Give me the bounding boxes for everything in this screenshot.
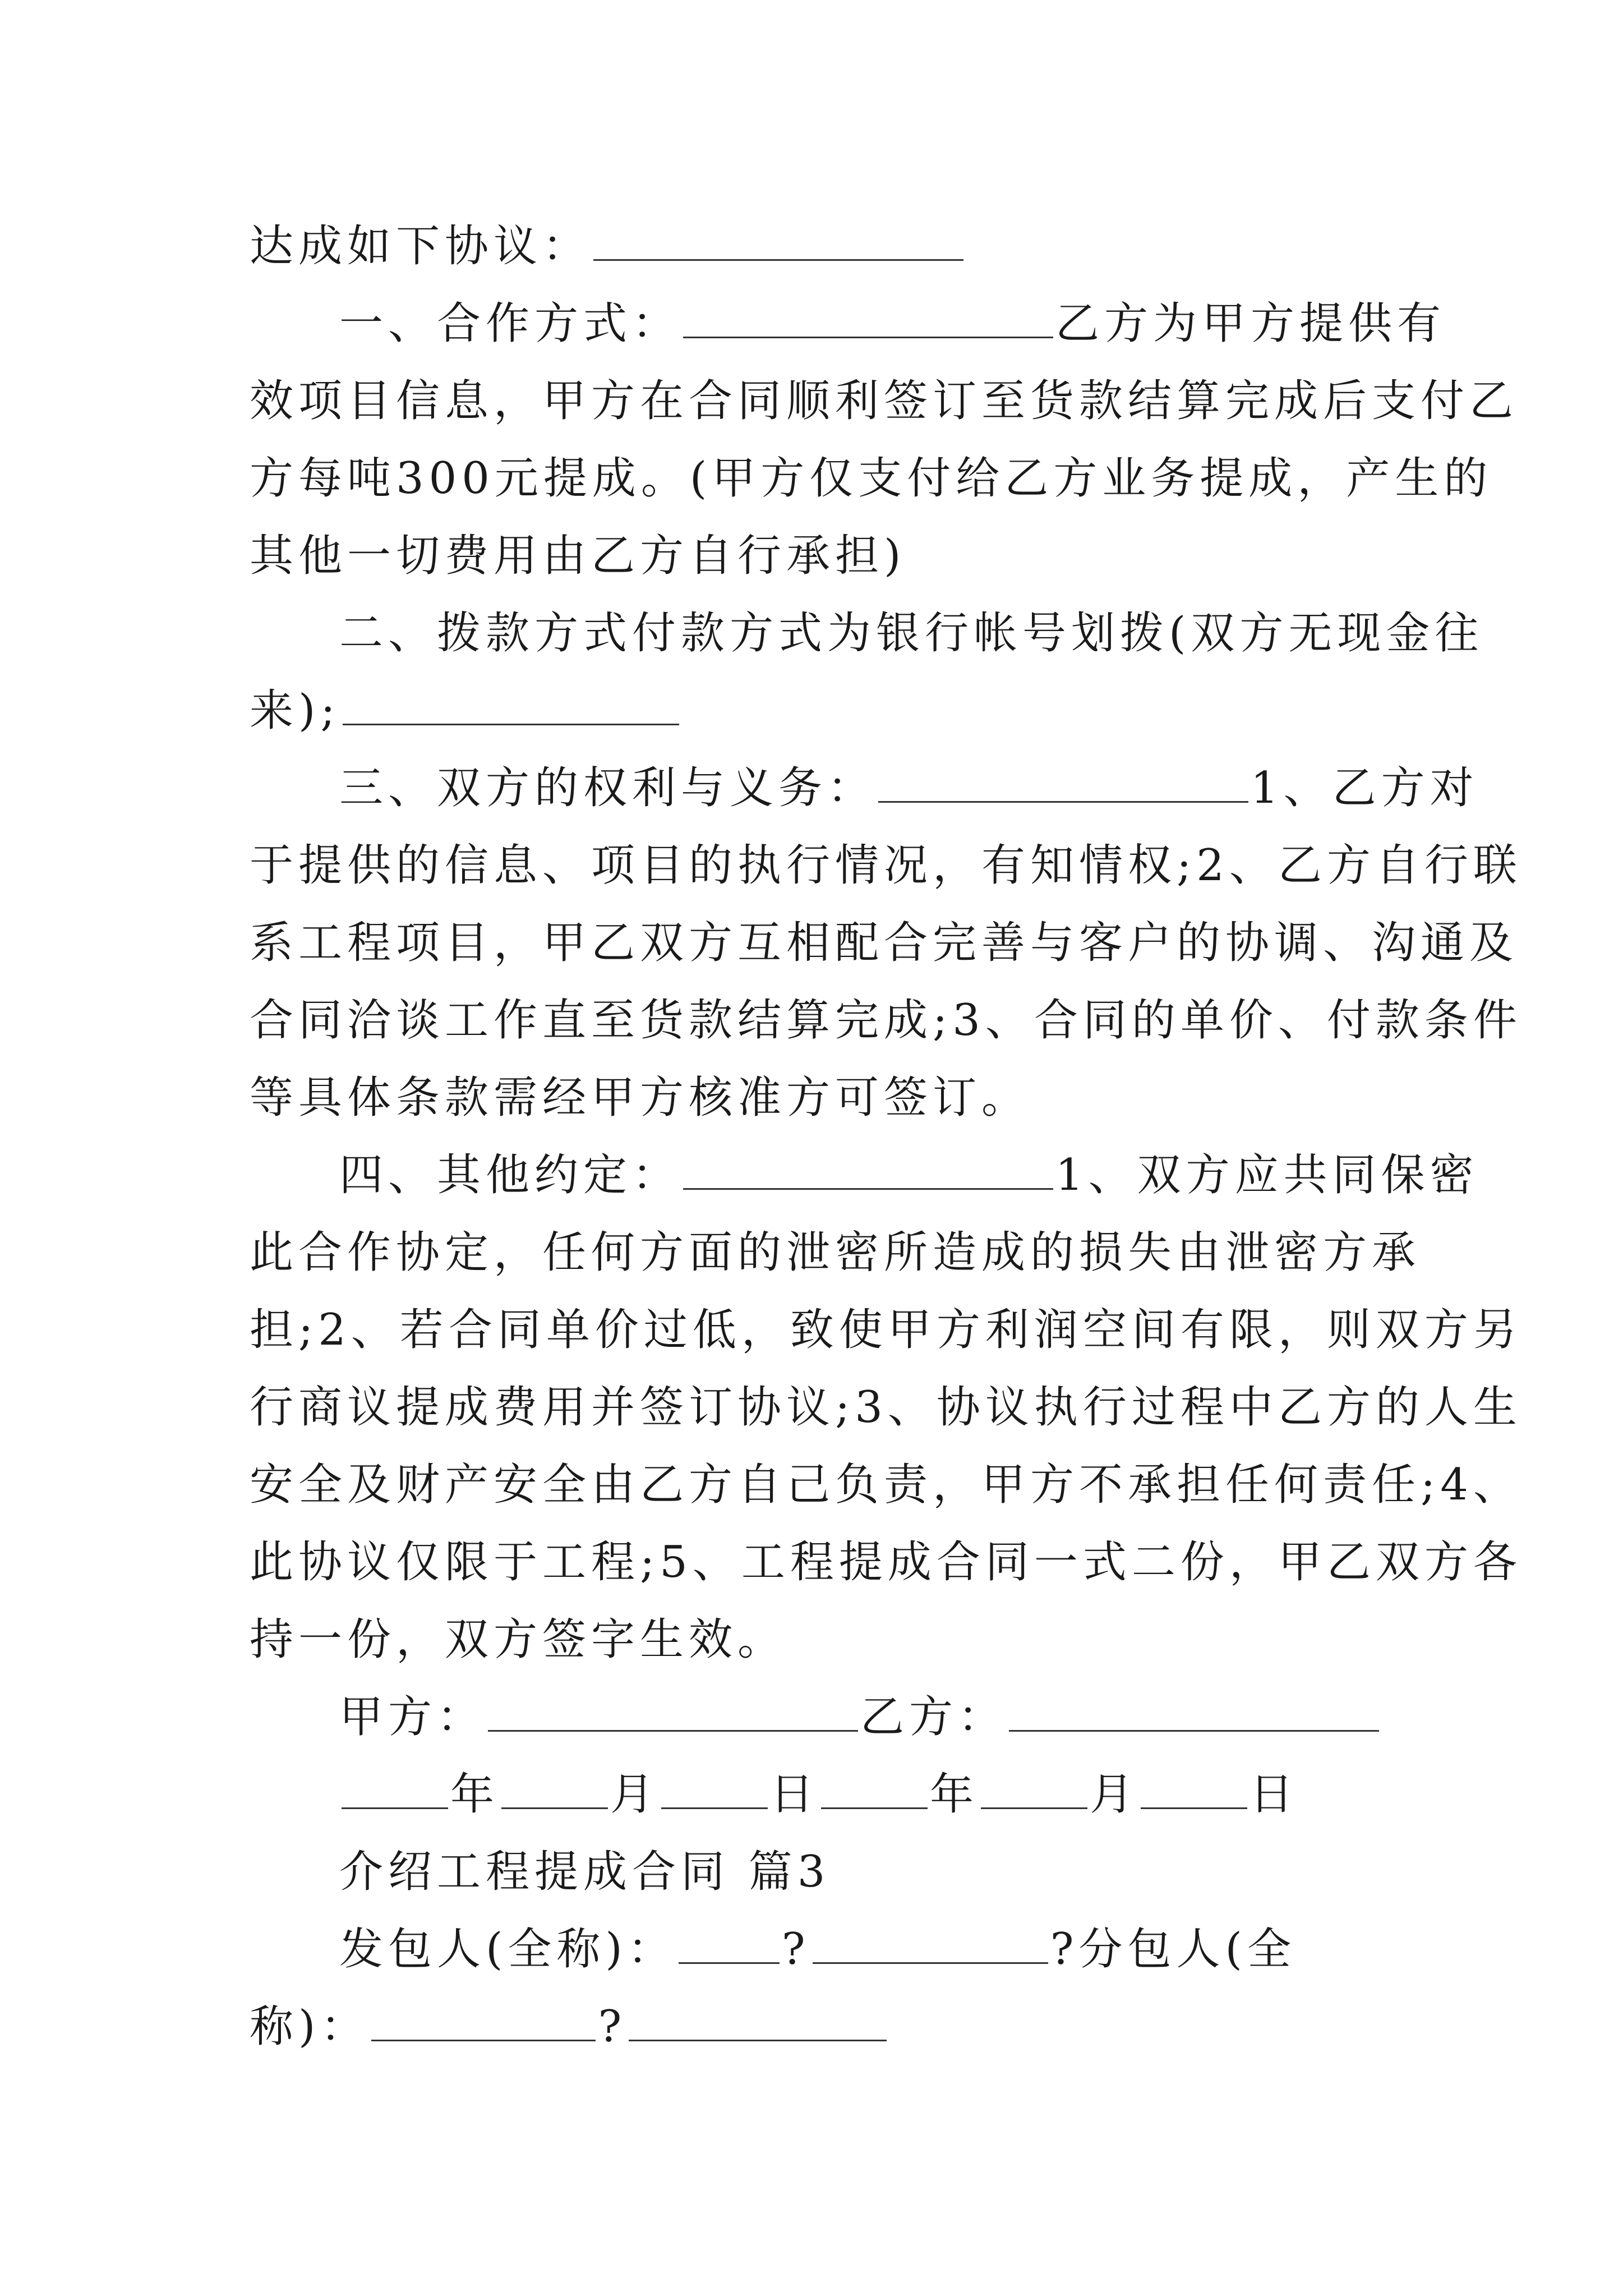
signature-line	[250, 1678, 1377, 1756]
year-field[interactable]	[342, 1801, 448, 1809]
party-b-label: 乙方：	[860, 1692, 1007, 1742]
section-title: 介绍工程提成合同 篇3	[339, 1847, 831, 1897]
blank-field[interactable]	[343, 717, 679, 725]
blank-field[interactable]	[629, 2033, 887, 2041]
day-field[interactable]	[661, 1801, 768, 1809]
party-a-field[interactable]	[488, 1723, 858, 1732]
text-line	[250, 672, 1377, 749]
placeholder-mark: ?	[781, 1924, 810, 1975]
blank-field[interactable]	[679, 1955, 780, 1964]
subcontractor-label: ?分包人(全	[1050, 1924, 1296, 1975]
blank-field[interactable]	[683, 330, 1053, 338]
year-label: 年	[450, 1769, 500, 1820]
year-field-2[interactable]	[821, 1801, 928, 1809]
clause-1-title: 一、合作方式：	[339, 298, 681, 349]
text-line: 其他一切费用由乙方自行承担)	[250, 531, 906, 581]
placeholder-mark: ?	[598, 2001, 627, 2052]
day-field-2[interactable]	[1141, 1801, 1247, 1809]
party-b-field[interactable]	[1009, 1723, 1379, 1732]
text-line: 效项目信息，甲方在合同顺利签订至货款结算完成后支付乙	[250, 376, 1519, 426]
text-line: 等具体条款需经甲方核准方可签订。	[250, 1073, 1031, 1123]
month-field[interactable]	[501, 1801, 608, 1809]
text-line: 行商议提成费用并签订协议;3、协议执行过程中乙方的人生	[250, 1382, 1522, 1433]
blank-field[interactable]	[593, 252, 963, 261]
blank-field[interactable]	[878, 794, 1248, 803]
clause-2-end: 来);	[250, 685, 340, 736]
text-line	[250, 1911, 1377, 1988]
blank-field[interactable]	[371, 2033, 596, 2041]
month-field-2[interactable]	[981, 1801, 1087, 1809]
clause-4-text: 1、双方应共同保密	[1055, 1150, 1479, 1200]
text-line	[250, 1137, 1479, 1214]
text-line: 于提供的信息、项目的执行情况，有知情权;2、乙方自行联	[250, 840, 1522, 891]
text-line: 此合作协定，任何方面的泄密所造成的损失由泄密方承	[250, 1227, 1421, 1278]
text-line: 此协议仅限于工程;5、工程提成合同一式二份，甲乙双方各	[250, 1537, 1522, 1588]
month-label-2: 月	[1090, 1769, 1139, 1820]
text-line	[250, 208, 1377, 285]
month-label: 月	[610, 1769, 660, 1820]
date-line	[250, 1756, 1377, 1833]
blank-field[interactable]	[683, 1181, 1053, 1190]
text-line: 持一份，双方签字生效。	[250, 1614, 787, 1665]
day-label: 日	[770, 1769, 819, 1820]
agreement-intro: 达成如下协议：	[250, 221, 592, 272]
text-line: 方每吨300元提成。(甲方仅支付给乙方业务提成，产生的	[250, 453, 1493, 504]
clause-4-title: 四、其他约定：	[339, 1150, 681, 1200]
text-line: 安全及财产安全由乙方自己负责，甲方不承担任何责任;4、	[250, 1460, 1522, 1510]
text-line	[250, 749, 1479, 827]
text-line: 二、拨款方式付款方式为银行帐号划拨(双方无现金往	[339, 608, 1484, 659]
employer-label: 发包人(全称)：	[339, 1924, 676, 1975]
text-line: 系工程项目，甲乙双方互相配合完善与客户的协调、沟通及	[250, 918, 1519, 968]
blank-field[interactable]	[813, 1955, 1048, 1964]
contract-text	[250, 208, 1522, 2065]
party-a-label: 甲方：	[339, 1692, 486, 1742]
day-label-2: 日	[1249, 1769, 1299, 1820]
year-label-2: 年	[930, 1769, 979, 1820]
text-line	[250, 285, 1446, 362]
clause-3-title: 三、双方的权利与义务：	[339, 763, 877, 813]
text-line: 担;2、若合同单价过低，致使甲方利润空间有限，则双方另	[250, 1305, 1522, 1355]
clause-3-text: 1、乙方对	[1251, 763, 1479, 813]
text-line	[250, 1988, 1377, 2065]
clause-1-text: 乙方为甲方提供有	[1055, 298, 1446, 349]
subcontractor-label-end: 称)：	[250, 2001, 370, 2052]
text-line: 合同洽谈工作直至货款结算完成;3、合同的单价、付款条件	[250, 995, 1522, 1046]
